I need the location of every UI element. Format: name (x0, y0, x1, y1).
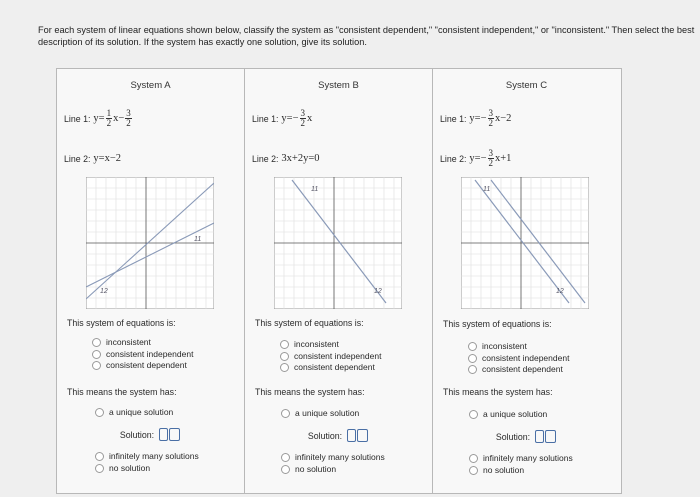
fraction (125, 109, 132, 128)
fraction-den: 2 (300, 118, 306, 128)
radio-button[interactable] (468, 365, 477, 374)
solution-question: This means the system has: (443, 387, 553, 397)
radio-button[interactable] (468, 342, 477, 351)
infinite-none-options (95, 451, 199, 474)
system-c-line2-equation (469, 149, 511, 168)
option-label: a unique solution (483, 409, 548, 419)
fraction (300, 109, 307, 128)
graph-label: 11 (483, 186, 491, 193)
option-label: infinitely many solutions (483, 453, 573, 463)
system-c-title: System C (505, 80, 548, 91)
eq-part: x+1 (495, 153, 512, 164)
infinite-none-options (281, 452, 385, 475)
option-label: infinitely many solutions (109, 451, 199, 461)
graph-label: 12 (100, 288, 108, 295)
fraction-den: 2 (488, 158, 494, 168)
graph-label: 11 (194, 236, 202, 243)
solution-row (57, 428, 244, 441)
fraction-num: 3 (300, 108, 306, 118)
graph-label: 12 (374, 288, 382, 295)
radio-button[interactable] (281, 409, 290, 418)
fraction-num: 3 (488, 148, 494, 158)
graph-label: 11 (311, 186, 319, 193)
eq-part: x−2 (495, 113, 512, 124)
radio-button[interactable] (92, 338, 101, 347)
fraction (488, 149, 495, 168)
radio-button[interactable] (95, 464, 104, 473)
radio-button[interactable] (281, 465, 290, 474)
radio-button[interactable] (95, 408, 104, 417)
option-inconsistent[interactable] (468, 341, 569, 353)
option-infinitely-many[interactable] (281, 452, 385, 464)
radio-button[interactable] (280, 352, 289, 361)
fraction-num: 3 (488, 108, 494, 118)
eq-part: y=− (469, 113, 487, 124)
solution-question: This means the system has: (255, 387, 365, 397)
option-label: no solution (483, 464, 525, 475)
eq-part: y=− (469, 153, 487, 164)
solution-question: This means the system has: (67, 387, 177, 397)
option-consistent-independent[interactable] (92, 349, 193, 361)
systems-panel (56, 68, 622, 494)
fraction-num: 1 (106, 108, 112, 118)
solution-row (433, 430, 620, 443)
option-label: a unique solution (295, 408, 360, 418)
line1-label: Line 1: (440, 113, 467, 124)
option-consistent-dependent[interactable] (92, 360, 193, 372)
system-a-column (57, 69, 245, 493)
option-consistent-independent[interactable] (468, 353, 569, 365)
eq-part: x (307, 113, 313, 124)
radio-button[interactable] (468, 354, 477, 363)
eq-part: x− (113, 113, 125, 124)
system-a-line2 (64, 153, 121, 164)
radio-button[interactable] (469, 454, 478, 463)
line1-label: Line 1: (252, 113, 279, 124)
unique-option[interactable] (281, 408, 359, 420)
system-a-line2-equation: y=x−2 (93, 153, 122, 164)
solution-label: Solution: (495, 431, 531, 442)
classification-options (280, 339, 381, 374)
classification-question: This system of equations is: (255, 318, 364, 328)
radio-button[interactable] (280, 340, 289, 349)
unique-option[interactable] (95, 407, 173, 419)
solution-input[interactable] (535, 430, 557, 443)
option-no-solution[interactable] (95, 463, 199, 475)
instructions-text: For each system of linear equations shown below, classify the system as "consistent dependent," "consistent independent," or "inconsistent." Then select the best description of its solution. If the system has exactly one solution, give its solution. (38, 25, 695, 47)
fraction-den: 2 (488, 118, 494, 128)
system-a-line1-equation (93, 109, 132, 128)
option-consistent-independent[interactable] (280, 351, 381, 363)
option-label: consistent independent (106, 348, 194, 359)
classification-question: This system of equations is: (443, 319, 552, 329)
line2-label: Line 2: (440, 153, 467, 164)
option-label: a unique solution (109, 407, 174, 417)
option-consistent-dependent[interactable] (468, 364, 569, 376)
system-b-column (245, 69, 433, 493)
system-c-line2 (440, 149, 511, 168)
system-b-line2 (252, 153, 320, 164)
radio-button[interactable] (280, 363, 289, 372)
radio-button[interactable] (469, 466, 478, 475)
system-b-title: System B (318, 80, 359, 91)
fraction-num: 3 (126, 108, 131, 118)
radio-button[interactable] (92, 350, 101, 359)
option-inconsistent[interactable] (92, 337, 193, 349)
system-b-graph (274, 177, 402, 309)
option-label: no solution (295, 463, 337, 474)
system-c-graph (461, 177, 589, 309)
eq-part: y= (93, 113, 105, 124)
fraction-den: 2 (126, 118, 131, 128)
solution-input[interactable] (347, 429, 369, 442)
infinite-none-options (469, 453, 573, 476)
solution-label: Solution: (307, 430, 343, 441)
eq-part: y=− (281, 113, 299, 124)
classification-options (92, 337, 193, 372)
solution-label: Solution: (119, 429, 155, 440)
option-label: consistent independent (482, 352, 570, 363)
system-c-line1 (440, 109, 511, 128)
option-no-solution[interactable] (281, 464, 385, 476)
line2-label: Line 2: (252, 153, 279, 164)
radio-button[interactable] (95, 452, 104, 461)
classification-options (468, 341, 569, 376)
classification-question: This system of equations is: (67, 318, 176, 328)
solution-input[interactable] (159, 428, 181, 441)
option-label: inconsistent (294, 339, 339, 349)
option-label: consistent dependent (482, 364, 563, 374)
system-c-line1-equation (469, 109, 511, 128)
system-a-line1 (64, 109, 133, 128)
system-b-line2-equation: 3x+2y=0 (281, 153, 320, 164)
option-label: inconsistent (106, 337, 151, 347)
unique-option[interactable] (469, 409, 547, 421)
system-c-column (433, 69, 620, 493)
fraction-den: 2 (106, 118, 112, 128)
option-consistent-dependent[interactable] (280, 362, 381, 374)
option-label: no solution (109, 462, 151, 473)
system-b-line1-equation (281, 109, 312, 128)
option-label: consistent independent (294, 350, 382, 361)
option-infinitely-many[interactable] (95, 451, 199, 463)
option-label: consistent dependent (294, 362, 375, 372)
system-a-title: System A (130, 80, 171, 91)
radio-button[interactable] (469, 410, 478, 419)
line2-label: Line 2: (64, 153, 91, 164)
option-label: infinitely many solutions (295, 452, 385, 462)
system-a-graph (86, 177, 214, 309)
line1-label: Line 1: (64, 113, 91, 124)
radio-button[interactable] (92, 361, 101, 370)
fraction (106, 109, 113, 128)
graph-label: 12 (556, 288, 564, 295)
solution-row (245, 429, 432, 442)
option-no-solution[interactable] (469, 465, 573, 477)
option-inconsistent[interactable] (280, 339, 381, 351)
radio-button[interactable] (281, 453, 290, 462)
fraction (488, 109, 495, 128)
option-label: inconsistent (482, 341, 527, 351)
option-infinitely-many[interactable] (469, 453, 573, 465)
system-b-line1 (252, 109, 312, 128)
option-label: consistent dependent (106, 360, 187, 370)
